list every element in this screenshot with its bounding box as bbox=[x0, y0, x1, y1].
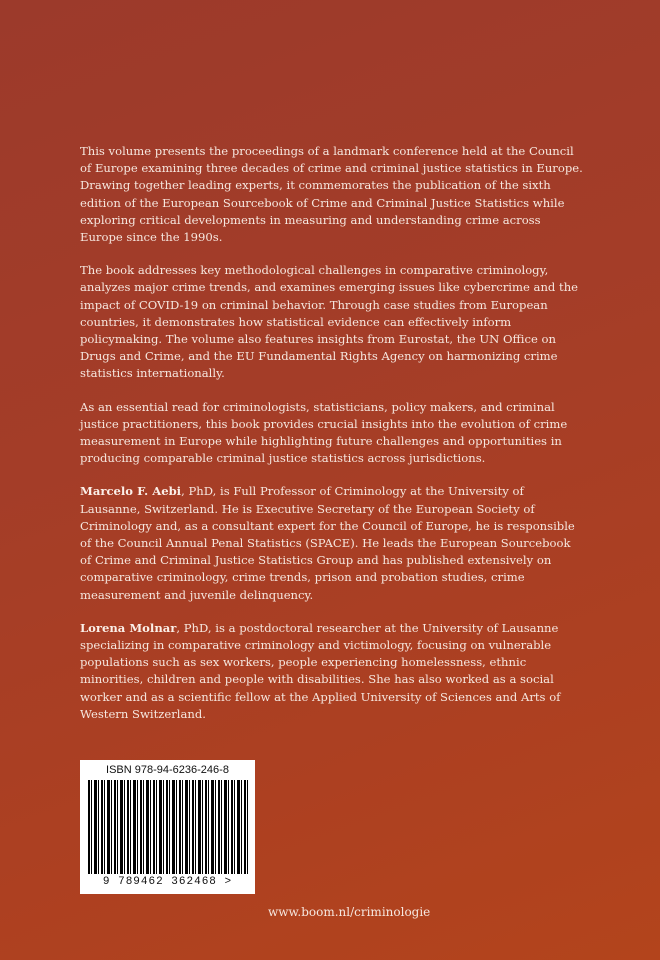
author-name: Marcelo F. Aebi bbox=[80, 484, 182, 499]
description-paragraph-1: This volume presents the proceedings of a landmark conference held at the Council of Europe examining three decades of crime and criminal justice statistics in Europe. Drawing together leading experts, it commemorates the publication of the sixth edition of the European Sourcebook of Crime and Criminal Justice Statistics while exploring critical developments in measuring and understanding crime across Europe since the 1990s. bbox=[80, 144, 583, 245]
description-paragraph-2: The book addresses key methodological challenges in comparative criminology, analyzes major crime trends, and examines emerging issues like cybercrime and the impact of COVID-19 on criminal behavior. Through case studies from European countries, it demonstrates how statistical evidence can effectively inform policymaking. The volume also features insights from Eurostat, the UN Office on Drugs and Crime, and the EU Fundamental Rights Agency on harmonizing crime statistics internationally. bbox=[80, 263, 579, 381]
description-paragraph-3: As an essential read for criminologists, statisticians, policy makers, and criminal justice practitioners, this book provides crucial insights into the evolution of crime measurement in Europe while highlighting future challenges and opportunities in producing comparable criminal justice statistics across jurisdictions. bbox=[80, 399, 568, 466]
isbn-barcode bbox=[80, 760, 255, 894]
isbn-label: ISBN 978-94-6236-246-8 bbox=[106, 764, 229, 776]
barcode-bars-icon bbox=[88, 780, 248, 874]
author-name: Lorena Molnar bbox=[80, 620, 177, 635]
author-bio-text: , PhD, is Full Professor of Criminology at the University of Lausanne, Switzerland. He is Executive Secretary of the European Society of Criminology and, as a consultant expert for the Council of Europe, he is responsible of the Council Annual Penal Statistics (SPACE). He leads the European Sourcebook of Crime and Criminal Justice Statistics Group and has published extensively on comparative criminology, crime trends, prison and probation studies, crime measurement and juvenile delinquency. bbox=[80, 484, 575, 602]
barcode-digits: 9 789462 362468 > bbox=[102, 876, 233, 888]
author-bio-molnar bbox=[80, 620, 585, 723]
author-bio-text: , PhD, is a postdoctoral researcher at the University of Lausanne specializing in comparative criminology and victimology, focusing on vulnerable populations such as sex workers, people experiencing homelessness, ethnic minorities, children and people with disabilities. She has also worked as a social worker and as a scientific fellow at the Applied University of Sciences and Arts of Western Switzerland. bbox=[80, 620, 561, 721]
publisher-website: www.boom.nl/criminologie bbox=[268, 905, 431, 919]
back-cover-text bbox=[80, 143, 585, 739]
author-bio-aebi bbox=[80, 483, 585, 603]
